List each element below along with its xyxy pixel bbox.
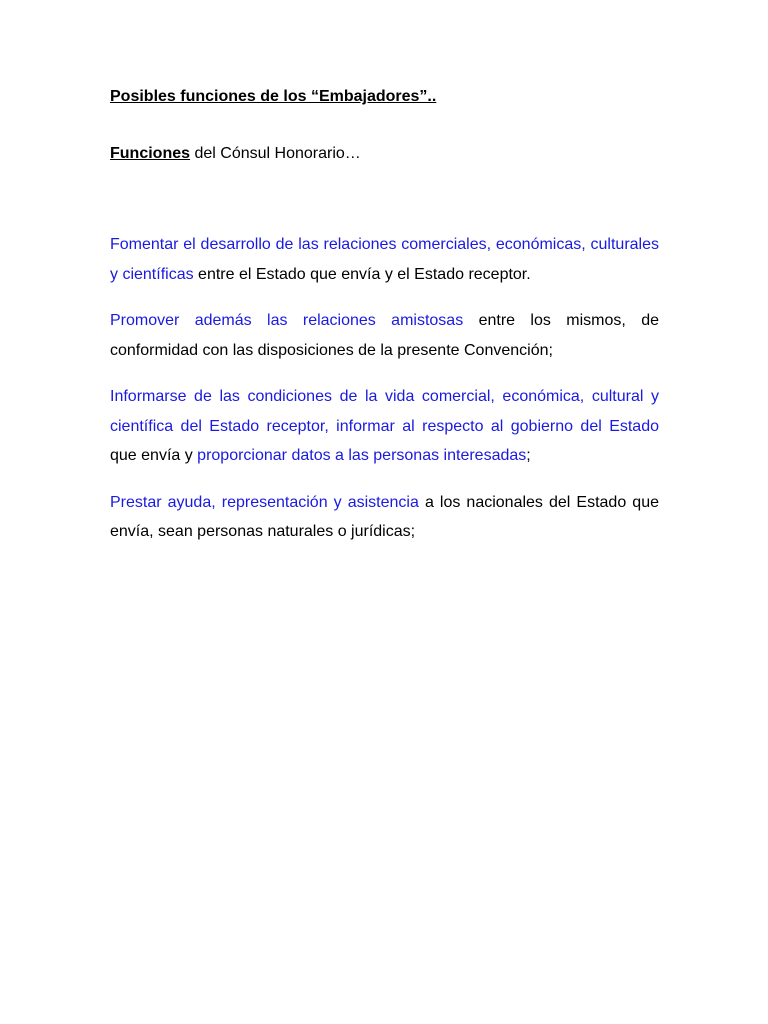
highlighted-text: Fomentar el desarrollo de las relaciones comerciales, económicas, culturales y científicas	[110, 236, 659, 283]
plain-text: a los nacionales del Estado que envía, sean personas naturales o jurídicas;	[110, 493, 659, 540]
subtitle-emphasis: Funciones	[110, 145, 191, 162]
highlighted-text: proporcionar datos a las personas interesadas	[197, 447, 527, 464]
highlighted-text: Promover además las relaciones amistosas	[110, 312, 464, 329]
subtitle-text: del Cónsul Honorario…	[190, 145, 361, 162]
document-subtitle	[110, 143, 659, 165]
highlighted-text: Prestar ayuda, representación y asistencia	[110, 493, 419, 511]
functions-list	[110, 230, 659, 547]
plain-text: ;	[526, 447, 531, 464]
plain-text: entre el Estado que envía y el Estado receptor.	[193, 265, 531, 283]
document-body	[110, 86, 659, 564]
function-paragraph-4	[110, 488, 659, 547]
document-title: Posibles funciones de los “Embajadores”..	[110, 88, 437, 105]
plain-text: entre los mismos, de conformidad con las disposiciones de la presente Convención;	[110, 312, 659, 359]
function-paragraph-3	[110, 382, 659, 471]
function-paragraph-2	[110, 306, 659, 365]
highlighted-text: Informarse de las condiciones de la vida comercial, económica, cultural y científica del Estado receptor, informar al respecto al gobierno del Estado	[110, 388, 659, 435]
plain-text: que envía y	[110, 447, 198, 464]
function-paragraph-1	[110, 230, 659, 289]
